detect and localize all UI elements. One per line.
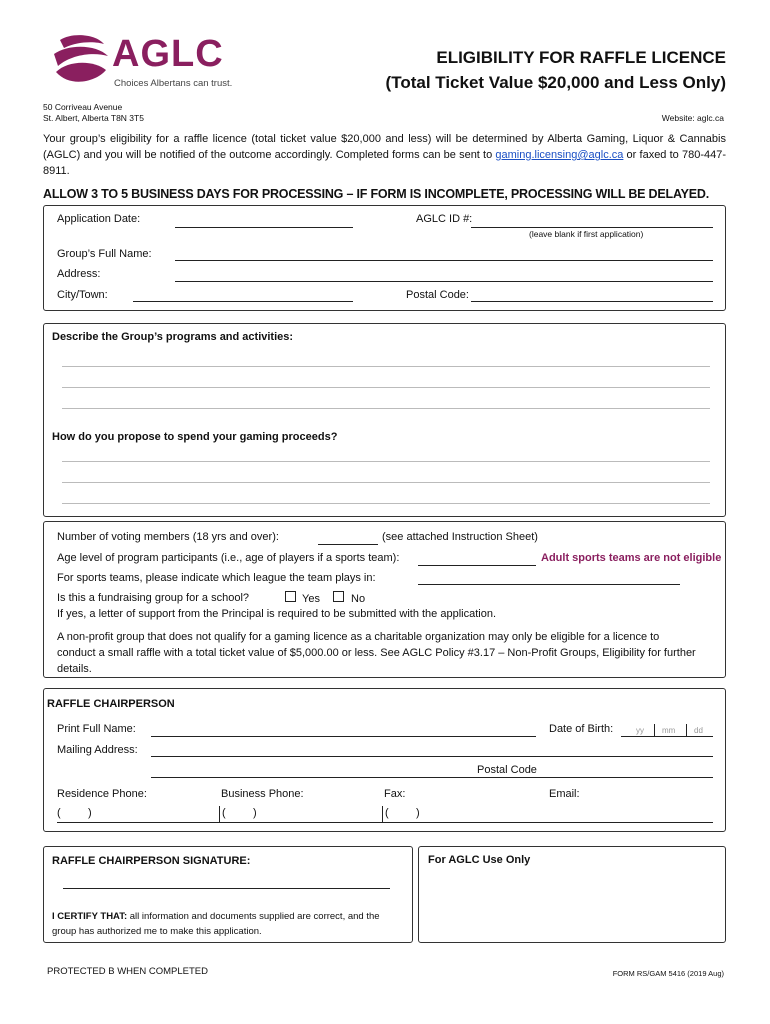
address-field[interactable] [175, 281, 713, 282]
aglc-logo [48, 32, 248, 94]
adult-teams-warning: Adult sports teams are not eligible [541, 552, 722, 564]
residence-paren-close: ) [88, 807, 92, 819]
address-label: Address: [57, 268, 101, 280]
dob-mm: mm [662, 726, 676, 735]
dob-field[interactable] [621, 736, 713, 737]
proceeds-label: How do you propose to spend your gaming proceeds? [52, 431, 338, 443]
fax-label: Fax: [384, 788, 406, 800]
group-name-field[interactable] [175, 260, 713, 261]
business-paren-open: ( [222, 807, 226, 819]
proceeds-line-1[interactable] [62, 461, 710, 462]
aglc-logo-mark-icon [50, 32, 112, 92]
page-title-line2: (Total Ticket Value $20,000 and Less Only) [385, 73, 726, 92]
proceeds-line-3[interactable] [62, 503, 710, 504]
website: Website: aglc.ca [661, 113, 724, 123]
business-paren-close: ) [253, 807, 257, 819]
city-label: City/Town: [57, 289, 108, 301]
intro-text: Your group’s eligibility for a raffle licence (total ticket value $20,000 and less) will be determined by Alberta Gaming, Liquor & Cannabis (AGLC) and you will be notified of the outcome accordingly. Completed forms can be sent to [43, 133, 726, 161]
business-phone-label: Business Phone: [221, 788, 304, 800]
school-yes-checkbox[interactable] [285, 591, 296, 602]
dob-dd: dd [694, 726, 703, 735]
aglc-id-field[interactable] [471, 227, 713, 228]
programs-section [43, 323, 726, 517]
protected-label: PROTECTED B WHEN COMPLETED [47, 966, 208, 977]
voting-hint: (see attached Instruction Sheet) [382, 531, 538, 543]
age-level-label: Age level of program participants (i.e., age of players if a sports team): [57, 552, 400, 564]
voting-members-field[interactable] [318, 544, 378, 545]
logo-tagline: Choices Albertans can trust. [114, 78, 233, 89]
processing-notice: ALLOW 3 TO 5 BUSINESS DAYS FOR PROCESSING – IF FORM IS INCOMPLETE, PROCESSING WILL BE DELAYED. [43, 187, 710, 201]
address-line1: 50 Corriveau Avenue [43, 102, 123, 112]
mailing-address-label: Mailing Address: [57, 744, 138, 756]
aglc-id-hint: (leave blank if first application) [529, 229, 644, 239]
address-line2: St. Albert, Alberta T8N 3T5 [43, 113, 144, 123]
print-name-label: Print Full Name: [57, 723, 136, 735]
dob-yy: yy [636, 726, 644, 735]
print-name-field[interactable] [151, 736, 536, 737]
nonprofit-note: A non-profit group that does not qualify for a gaming licence as a charitable organization may only be eligible for a licence to conduct a small raffle with a total ticket value of $5,000.00 or less. See AGLC Policy #3.17 – Non-Profit Groups, Eligibility for further details. [57, 631, 696, 675]
aglc-use-heading: For AGLC Use Only [428, 854, 531, 866]
email-label: Email: [549, 788, 580, 800]
postal-code-field[interactable] [471, 301, 713, 302]
signature-field[interactable] [63, 888, 390, 889]
voting-members-label: Number of voting members (18 yrs and over): [57, 531, 279, 543]
phone-row-underline [57, 822, 713, 823]
school-yes-label: Yes [302, 593, 320, 605]
league-field[interactable] [418, 584, 680, 585]
programs-label: Describe the Group’s programs and activities: [52, 331, 294, 343]
fax-paren-close: ) [416, 807, 420, 819]
school-question: Is this a fundraising group for a school? [57, 592, 250, 604]
postal-code-label: Postal Code: [406, 289, 469, 301]
dob-divider-2 [686, 724, 687, 736]
residence-paren-open: ( [57, 807, 61, 819]
signature-heading: RAFFLE CHAIRPERSON SIGNATURE: [52, 855, 251, 867]
fax-divider [382, 806, 383, 822]
business-phone-field[interactable] [219, 806, 379, 822]
residence-phone-label: Residence Phone: [57, 788, 147, 800]
proceeds-line-2[interactable] [62, 482, 710, 483]
intro-text-end: or faxed to 780-447-8911. [43, 149, 726, 177]
email-link[interactable]: gaming.licensing@aglc.ca [495, 149, 624, 161]
postal-code-hint: Postal Code [477, 764, 537, 776]
fax-paren-open: ( [385, 807, 389, 819]
school-letter-note: If yes, a letter of support from the Principal is required to be submitted with the application. [57, 608, 497, 620]
application-date-field[interactable] [175, 227, 353, 228]
school-no-label: No [351, 593, 366, 605]
certify-bold: I CERTIFY THAT: [52, 911, 128, 922]
mailing-address-field-2[interactable] [151, 777, 713, 778]
school-no-checkbox[interactable] [333, 591, 344, 602]
chairperson-heading: RAFFLE CHAIRPERSON [47, 698, 175, 710]
age-level-field[interactable] [418, 565, 536, 566]
residence-phone-field[interactable] [57, 806, 217, 822]
application-date-label: Application Date: [57, 213, 141, 225]
dob-label: Date of Birth: [549, 723, 614, 735]
league-label: For sports teams, please indicate which league the team plays in: [57, 572, 376, 584]
programs-line-2[interactable] [62, 387, 710, 388]
logo-text: AGLC [112, 33, 224, 75]
fax-field[interactable] [382, 806, 542, 822]
dob-divider-1 [654, 724, 655, 736]
form-id: FORM RS/GAM 5416 (2019 Aug) [612, 969, 724, 978]
certify-body: all information and documents supplied are correct, and the group has authorized me to make this application. [52, 911, 380, 937]
certify-text [52, 909, 404, 939]
business-phone-divider [219, 806, 220, 822]
aglc-id-label: AGLC ID #: [416, 213, 473, 225]
programs-line-3[interactable] [62, 408, 710, 409]
intro-paragraph [43, 131, 726, 179]
page-title-line1: ELIGIBILITY FOR RAFFLE LICENCE [436, 48, 726, 67]
mailing-address-field-1[interactable] [151, 756, 713, 757]
programs-line-1[interactable] [62, 366, 710, 367]
city-field[interactable] [133, 301, 353, 302]
group-name-label: Group’s Full Name: [57, 248, 152, 260]
